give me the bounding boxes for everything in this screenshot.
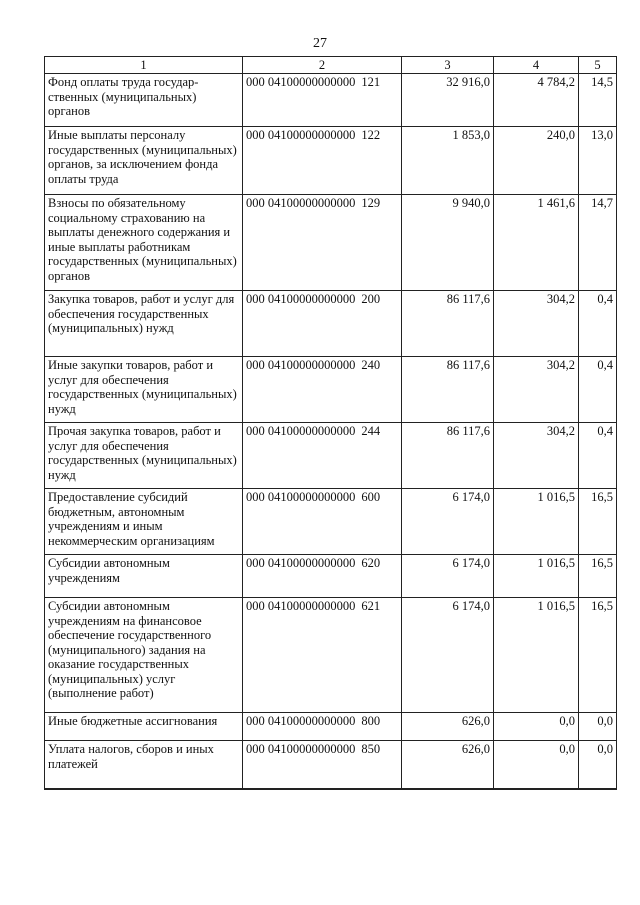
row-code-number: 000 04100000000000 — [246, 196, 356, 210]
row-expense-type: 621 — [361, 599, 381, 613]
row-code — [243, 127, 402, 195]
row-name: Взносы по обязательному социальному страхованию на выплаты денежного содержания и иные выплаты работникам государственных (муниципальных) органов — [45, 195, 243, 291]
row-fact: 0,0 — [494, 741, 579, 789]
row-name: Субсидии автономным учреждениям — [45, 555, 243, 598]
row-code-number: 000 04100000000000 — [246, 490, 356, 504]
table-row — [45, 598, 617, 713]
row-percent: 14,5 — [579, 74, 617, 127]
row-fact: 240,0 — [494, 127, 579, 195]
row-percent: 13,0 — [579, 127, 617, 195]
row-expense-type: 122 — [361, 128, 381, 142]
row-code-number: 000 04100000000000 — [246, 128, 356, 142]
row-code-number: 000 04100000000000 — [246, 292, 356, 306]
row-name: Иные закупки товаров, работ и услуг для обеспечения государственных (муниципальных) нужд — [45, 357, 243, 423]
row-percent: 16,5 — [579, 489, 617, 555]
page-number: 27 — [313, 36, 327, 51]
row-code-number: 000 04100000000000 — [246, 742, 356, 756]
row-code — [243, 291, 402, 357]
row-name: Предоставление субсидий бюджетным, автономным учреждениям и иным некоммерческим организациям — [45, 489, 243, 555]
row-percent: 0,4 — [579, 291, 617, 357]
row-code — [243, 598, 402, 713]
row-code-number: 000 04100000000000 — [246, 714, 356, 728]
row-expense-type: 244 — [361, 424, 381, 438]
row-plan: 9 940,0 — [402, 195, 494, 291]
row-fact: 1 016,5 — [494, 598, 579, 713]
row-percent: 0,0 — [579, 741, 617, 789]
row-expense-type: 121 — [361, 75, 381, 89]
row-expense-type: 850 — [361, 742, 381, 756]
row-code-number: 000 04100000000000 — [246, 599, 356, 613]
row-code — [243, 423, 402, 489]
row-expense-type: 800 — [361, 714, 381, 728]
row-plan: 32 916,0 — [402, 74, 494, 127]
table-row — [45, 555, 617, 598]
row-name: Закупка товаров, работ и услуг для обеспечения государственных (муниципальных) нужд — [45, 291, 243, 357]
row-code — [243, 713, 402, 741]
row-expense-type: 600 — [361, 490, 381, 504]
row-expense-type: 240 — [361, 358, 381, 372]
row-fact: 304,2 — [494, 423, 579, 489]
row-plan: 626,0 — [402, 741, 494, 789]
table-row — [45, 291, 617, 357]
row-name: Фонд оплаты труда государ-ственных (муниципальных) органов — [45, 74, 243, 127]
column-header-1: 1 — [45, 57, 243, 74]
row-plan: 6 174,0 — [402, 489, 494, 555]
row-plan: 1 853,0 — [402, 127, 494, 195]
row-plan: 6 174,0 — [402, 598, 494, 713]
row-percent: 16,5 — [579, 598, 617, 713]
row-fact: 1 016,5 — [494, 489, 579, 555]
column-header-2: 2 — [243, 57, 402, 74]
table-row — [45, 357, 617, 423]
budget-table — [44, 56, 617, 790]
row-percent: 0,0 — [579, 713, 617, 741]
row-expense-type: 620 — [361, 556, 381, 570]
row-code — [243, 74, 402, 127]
row-fact: 1 016,5 — [494, 555, 579, 598]
row-code — [243, 741, 402, 789]
table-header-row — [45, 57, 617, 74]
row-code — [243, 489, 402, 555]
row-code-number: 000 04100000000000 — [246, 556, 356, 570]
row-name: Иные выплаты персоналу государственных (муниципальных) органов, за исключением фонда оплаты труда — [45, 127, 243, 195]
row-percent: 14,7 — [579, 195, 617, 291]
row-percent: 16,5 — [579, 555, 617, 598]
column-header-4: 4 — [494, 57, 579, 74]
row-fact: 4 784,2 — [494, 74, 579, 127]
row-code-number: 000 04100000000000 — [246, 358, 356, 372]
row-expense-type: 200 — [361, 292, 381, 306]
table-row — [45, 423, 617, 489]
table-row — [45, 195, 617, 291]
row-percent: 0,4 — [579, 357, 617, 423]
row-fact: 1 461,6 — [494, 195, 579, 291]
row-name: Уплата налогов, сборов и иных платежей — [45, 741, 243, 789]
row-code — [243, 357, 402, 423]
row-percent: 0,4 — [579, 423, 617, 489]
column-header-5: 5 — [579, 57, 617, 74]
row-code-number: 000 04100000000000 — [246, 75, 356, 89]
row-plan: 626,0 — [402, 713, 494, 741]
row-code-number: 000 04100000000000 — [246, 424, 356, 438]
table-row — [45, 74, 617, 127]
row-fact: 304,2 — [494, 357, 579, 423]
row-expense-type: 129 — [361, 196, 381, 210]
row-plan: 86 117,6 — [402, 291, 494, 357]
row-name: Иные бюджетные ассигнования — [45, 713, 243, 741]
row-name: Субсидии автономным учреждениям на финансовое обеспечение государственного (муниципального) задания на оказание государственных (муниципальных) услуг (выполнение работ) — [45, 598, 243, 713]
row-plan: 86 117,6 — [402, 357, 494, 423]
table-row — [45, 713, 617, 741]
table-row — [45, 489, 617, 555]
row-fact: 304,2 — [494, 291, 579, 357]
table-row — [45, 127, 617, 195]
row-code — [243, 195, 402, 291]
column-header-3: 3 — [402, 57, 494, 74]
row-plan: 6 174,0 — [402, 555, 494, 598]
row-fact: 0,0 — [494, 713, 579, 741]
row-name: Прочая закупка товаров, работ и услуг для обеспечения государственных (муниципальных) нужд — [45, 423, 243, 489]
row-code — [243, 555, 402, 598]
table-row — [45, 741, 617, 789]
row-plan: 86 117,6 — [402, 423, 494, 489]
